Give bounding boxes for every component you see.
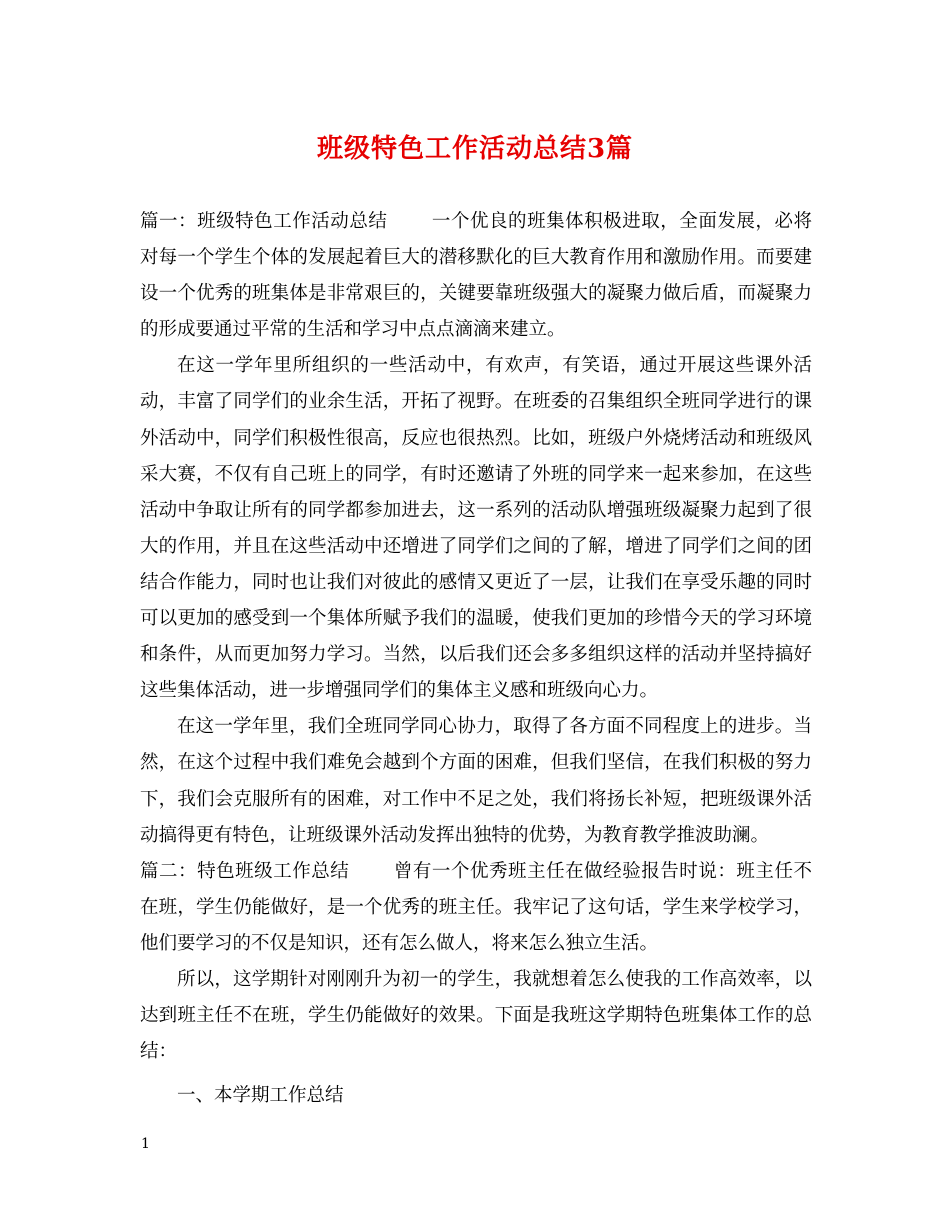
section-two-label: 篇二：特色班级工作总结 [140,860,350,882]
section-two-heading-1: 一、本学期工作总结 [177,1085,344,1107]
section-one-paragraph-2: 在这一学年里所组织的一些活动中，有欢声，有笑语，通过开展这些课外活动，丰富了同学们的业余生活，开拓了视野。在班委的召集组织全班同学进行的课外活动中，同学们积极性很高，反应也很热烈。比如，班级户外烧烤活动和班级风采大赛，不仅有自己班上的同学，有时还邀请了外班的同学来一起来参加，在这些活动中争取让所有的同学都参加进去，这一系列的活动队增强班级凝聚力起到了很大的作用，并且在这些活动中还增进了同学们之间的了解，增进了同学们之间的团结合作能力，同时也让我们对彼此的感情又更近了一层，让我们在享受乐趣的同时可以更加的感受到一个集体所赋予我们的温暖，使我们更加的珍惜今天的学习环境和条件，从而更加努力学习。当然，以后我们还会多多组织这样的活动并坚持搞好这些集体活动，进一步增强同学们的集体主义感和班级向心力。 [140,355,812,702]
section-two-paragraph-2: 所以，这学期针对刚刚升为初一的学生，我就想着怎么使我的工作高效率，以达到班主任不在班，学生仍能做好的效果。下面是我班这学期特色班集体工作的总结： [140,968,812,1063]
section-two-paragraph-1: 曾有一个优秀班主任在做经验报告时说：班主任不在班，学生仍能做好，是一个优秀的班主任。我牢记了这句话，学生来学校学习，他们要学习的不仅是知识，还有怎么做人，将来怎么独立生活。 [140,860,812,954]
section-two-intro [140,854,812,962]
section-one-label: 篇一：班级特色工作活动总结 [140,211,388,232]
page-number: 1 [141,1136,150,1152]
document-title: 班级特色工作活动总结3篇 [316,134,634,164]
document-body [140,204,812,1114]
section-one-intro [140,204,812,348]
section-one-paragraph-3: 在这一学年里，我们全班同学同心协力，取得了各方面不同程度上的进步。当然，在这个过程中我们难免会越到个方面的困难，但我们坚信，在我们积极的努力下，我们会克服所有的困难，对工作中不足之处，我们将扬长补短，把班级课外活动搞得更有特色，让班级课外活动发挥出独特的优势，为教育教学推波助澜。 [140,716,812,846]
section-one-paragraph-1: 一个优良的班集体积极进取，全面发展，必将对每一个学生个体的发展起着巨大的潜移默化的巨大教育作用和激励作用。而要建设一个优秀的班集体是非常艰巨的，关键要靠班级强大的凝聚力做后盾，而凝聚力的形成要通过平常的生活和学习中点点滴滴来建立。 [140,211,812,341]
